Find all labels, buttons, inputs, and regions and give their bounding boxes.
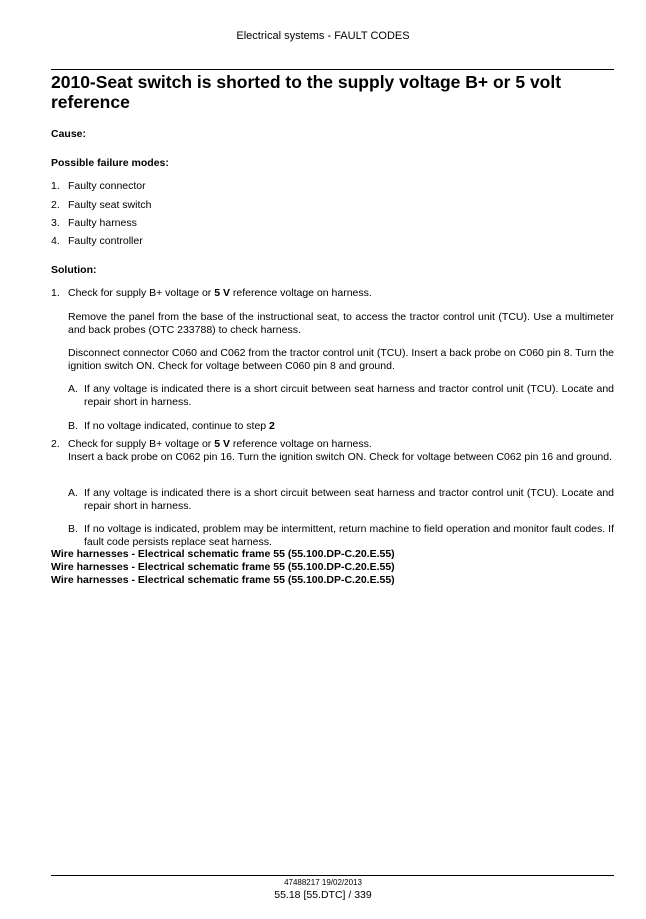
step-2-paragraph-1: Insert a back probe on C062 pin 16. Turn the ignition switch ON. Check for voltage between C062 pin 16 and ground. — [68, 451, 613, 463]
cause-label: Cause: — [51, 128, 87, 140]
sub-text: If no voltage is indicated, problem may be intermittent, return machine to field operation and monitor fault codes. If fault code persists replace seat harness. — [84, 523, 614, 548]
page-header: Electrical systems - FAULT CODES — [236, 30, 410, 42]
step-text: Check for supply B+ voltage or 5 V reference voltage on harness. — [68, 287, 372, 299]
footer-rule — [51, 875, 614, 876]
reference-link[interactable]: Wire harnesses - Electrical schematic frame 55 (55.100.DP-C.20.E.55) — [51, 574, 395, 586]
list-item-text: Faulty controller — [68, 235, 143, 247]
list-item-text: Faulty connector — [68, 180, 146, 192]
page-title: 2010-Seat switch is shorted to the supply voltage B+ or 5 volt reference — [51, 72, 562, 112]
header-rule — [51, 69, 614, 70]
footer-page-number: 55.18 [55.DTC] / 339 — [274, 889, 372, 901]
footer-doc-id: 47488217 19/02/2013 — [284, 878, 362, 887]
list-item — [51, 217, 351, 230]
solution-label: Solution: — [51, 264, 97, 276]
list-item — [51, 199, 351, 212]
list-item-number: 4. — [51, 235, 60, 247]
sub-letter: B. — [68, 523, 78, 535]
step-1-paragraph-1: Remove the panel from the base of the instructional seat, to access the tractor control unit (TCU). Use a multimeter and back probes (OTC 233788) to check harness. — [68, 311, 614, 336]
step-number: 2. — [51, 438, 60, 450]
step-1-sub-b — [68, 420, 614, 433]
step-number: 1. — [51, 287, 60, 299]
sub-letter: A. — [68, 383, 78, 395]
step-1-sub-a — [68, 383, 614, 409]
step-2-sub-b — [68, 523, 614, 549]
sub-text: If any voltage is indicated there is a short circuit between seat harness and tractor control unit (TCU). Locate and repair short in harness. — [84, 383, 614, 408]
sub-letter: B. — [68, 420, 78, 432]
list-item-number: 2. — [51, 199, 60, 211]
reference-link[interactable]: Wire harnesses - Electrical schematic frame 55 (55.100.DP-C.20.E.55) — [51, 561, 395, 573]
sub-letter: A. — [68, 487, 78, 499]
solution-step-1 — [51, 287, 611, 300]
list-item-text: Faulty seat switch — [68, 199, 152, 211]
solution-step-2 — [51, 438, 611, 451]
failure-modes-label: Possible failure modes: — [51, 157, 169, 169]
sub-text: If no voltage indicated, continue to step 2 — [84, 420, 275, 432]
list-item — [51, 180, 351, 193]
list-item — [51, 235, 351, 248]
list-item-text: Faulty harness — [68, 217, 137, 229]
list-item-number: 3. — [51, 217, 60, 229]
reference-link[interactable]: Wire harnesses - Electrical schematic frame 55 (55.100.DP-C.20.E.55) — [51, 548, 395, 560]
step-1-paragraph-2: Disconnect connector C060 and C062 from the tractor control unit (TCU). Insert a back probe on C060 pin 8. Turn the ignition switch ON. Check for voltage between C060 pin 8 and ground. — [68, 347, 614, 372]
list-item-number: 1. — [51, 180, 60, 192]
step-2-sub-a — [68, 487, 614, 513]
step-text: Check for supply B+ voltage or 5 V reference voltage on harness. — [68, 438, 372, 450]
sub-text: If any voltage is indicated there is a short circuit between seat harness and tractor control unit (TCU). Locate and repair short in harness. — [84, 487, 614, 512]
